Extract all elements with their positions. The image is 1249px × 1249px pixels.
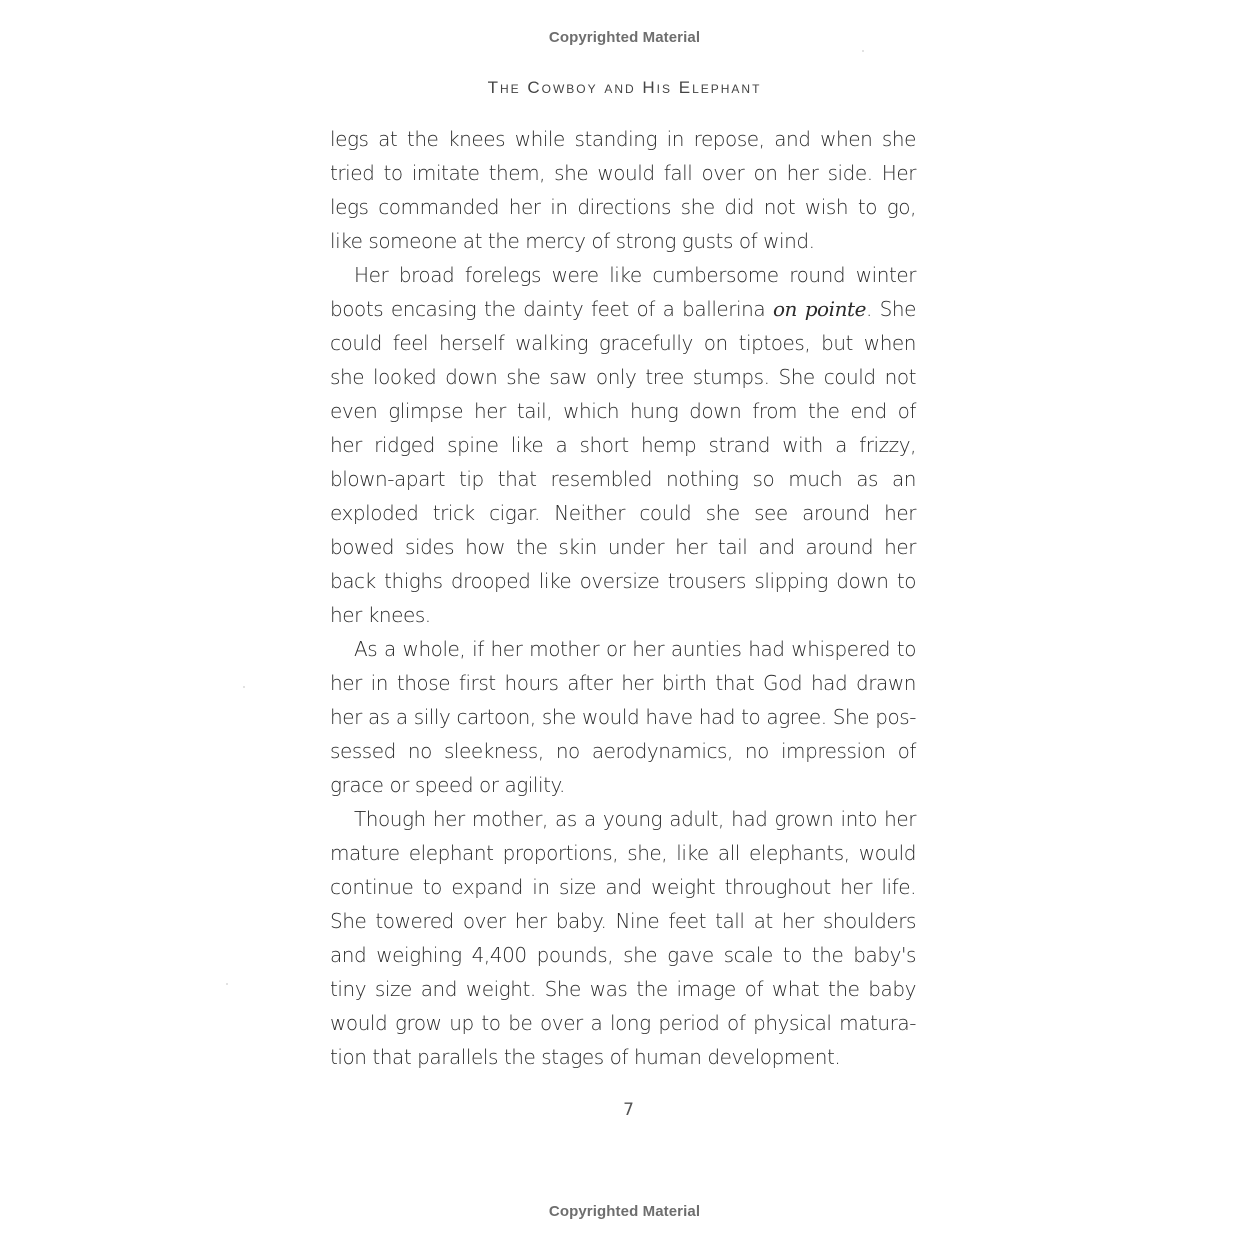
text-line: her as a silly cartoon, she would have had to agree. She pos-	[330, 705, 916, 729]
text-line: even glimpse her tail, which hung down from the end of	[330, 399, 916, 423]
text-line: her ridged spine like a short hemp strand with a frizzy,	[330, 433, 916, 457]
italic-phrase: on pointe	[772, 297, 866, 321]
text-line: tiny size and weight. She was the image of what the baby	[330, 977, 916, 1001]
text-line: Though her mother, as a young adult, had grown into her	[354, 807, 916, 831]
paragraph	[330, 122, 916, 258]
text-line: mature elephant proportions, she, like all elephants, would	[330, 841, 916, 865]
text-line: blown-apart tip that resembled nothing so much as an	[330, 467, 916, 491]
copyright-watermark-bottom: Copyrighted Material	[548, 1203, 701, 1220]
text-line: tion that parallels the stages of human development.	[330, 1045, 841, 1069]
text-line: exploded trick cigar. Neither could she see around her	[330, 501, 916, 525]
text-line: legs at the knees while standing in repose, and when she	[330, 127, 916, 151]
copyright-watermark-top: Copyrighted Material	[548, 29, 701, 46]
scan-speck	[862, 50, 864, 52]
text-line: would grow up to be over a long period of physical matura-	[330, 1011, 916, 1035]
text-line: back thighs drooped like oversize trousers slipping down to	[330, 569, 916, 593]
scan-speck	[226, 983, 228, 985]
running-head: The Cowboy and His Elephant	[487, 78, 762, 97]
text-line: could feel herself walking gracefully on tiptoes, but when	[330, 331, 916, 355]
text-line: her knees.	[330, 603, 431, 627]
text-line: she looked down she saw only tree stumps. She could not	[330, 365, 916, 389]
text-segment: . She	[866, 297, 916, 321]
text-line: sessed no sleekness, no aerodynamics, no impression of	[330, 739, 916, 763]
text-line: She towered over her baby. Nine feet tall at her shoulders	[330, 909, 916, 933]
text-line: continue to expand in size and weight throughout her life.	[330, 875, 916, 899]
text-line: As a whole, if her mother or her aunties had whispered to	[354, 637, 916, 661]
text-segment: boots encasing the dainty feet of a ballerina	[330, 297, 766, 321]
text-line: tried to imitate them, she would fall over on her side. Her	[330, 161, 916, 185]
text-line: grace or speed or agility.	[330, 773, 565, 797]
text-line: her in those first hours after her birth that God had drawn	[330, 671, 916, 695]
page-number: 7	[623, 1100, 634, 1120]
paragraph	[330, 632, 916, 802]
text-line: bowed sides how the skin under her tail and around her	[330, 535, 916, 559]
text-line: legs commanded her in directions she did not wish to go,	[330, 195, 916, 219]
text-line: like someone at the mercy of strong gusts of wind.	[330, 229, 815, 253]
body-text	[330, 122, 916, 1074]
text-line: and weighing 4,400 pounds, she gave scale to the baby's	[330, 943, 916, 967]
text-line: Her broad forelegs were like cumbersome round winter	[354, 263, 916, 287]
scan-speck	[243, 686, 245, 688]
paragraph	[330, 802, 916, 1074]
paragraph	[330, 258, 916, 632]
text-line	[330, 292, 916, 326]
